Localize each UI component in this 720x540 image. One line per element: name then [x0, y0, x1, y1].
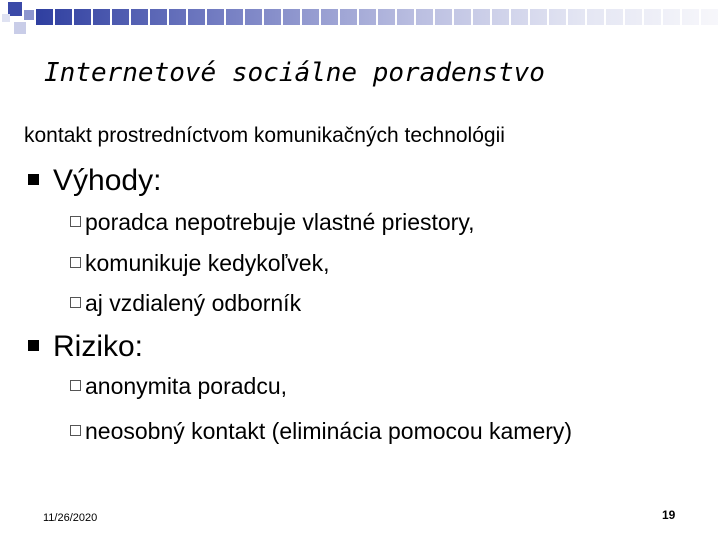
hollow-square-bullet-icon [70, 216, 81, 227]
footer-date: 11/26/2020 [43, 512, 98, 524]
section-heading-vyhody [28, 164, 161, 198]
slide-subtitle: kontakt prostredníctvom komunikačných technológii [24, 124, 505, 147]
band-grid [36, 9, 720, 25]
list-item [70, 418, 572, 445]
list-item-text: komunikuje kedykoľvek, [85, 250, 330, 276]
list-item-text: anonymita poradcu, [85, 373, 288, 399]
list-item [70, 373, 287, 400]
square-bullet-icon [28, 174, 39, 185]
list-item [70, 250, 330, 277]
page-number: 19 [662, 508, 676, 522]
hollow-square-bullet-icon [70, 380, 81, 391]
list-item-text: neosobný kontakt (eliminácia pomocou kamery) [85, 418, 573, 444]
list-item-text: poradca nepotrebuje vlastné priestory, [85, 209, 475, 235]
list-item [70, 209, 475, 236]
section-heading-label: Riziko: [53, 330, 144, 363]
hollow-square-bullet-icon [70, 297, 81, 308]
section-heading-label: Výhody: [53, 164, 162, 197]
corner-square-3 [14, 22, 26, 34]
corner-square-4 [2, 14, 10, 22]
list-item-text: aj vzdialený odborník [85, 290, 302, 316]
list-item [70, 290, 301, 317]
hollow-square-bullet-icon [70, 257, 81, 268]
hollow-square-bullet-icon [70, 425, 81, 436]
corner-square-1 [8, 2, 22, 16]
square-bullet-icon [28, 340, 39, 351]
section-heading-riziko [28, 330, 143, 364]
corner-square-2 [24, 10, 34, 20]
slide-title: Internetové sociálne poradenstvo [44, 58, 545, 88]
